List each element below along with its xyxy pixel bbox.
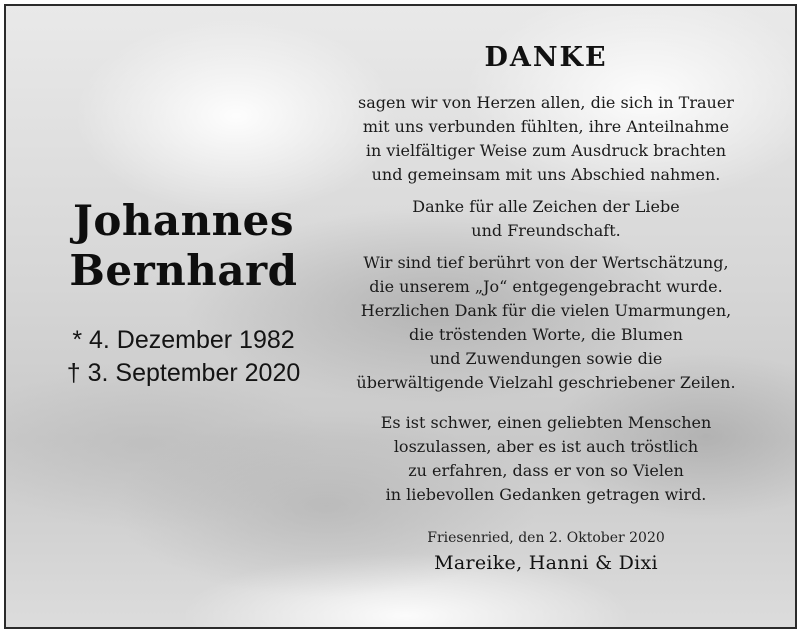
thanks-paragraph-1 [336,91,756,187]
birth-date: * 4. Dezember 1982 [72,326,295,354]
text-line: und gemeinsam mit uns Abschied nahmen. [371,165,721,184]
signers: Mareike, Hanni & Dixi [434,552,658,574]
text-line: die tröstenden Worte, die Blumen [409,325,683,344]
text-line: überwältigende Vielzahl geschriebener Zeilen. [356,373,736,392]
deceased-last-name: Bernhard [69,246,298,295]
deceased-block [46,196,321,390]
text-line: und Freundschaft. [471,221,621,240]
death-date: † 3. September 2020 [66,359,301,387]
thanks-paragraph-2 [336,195,756,243]
thanks-paragraph-4 [336,411,756,507]
thanks-paragraph-3 [336,251,756,395]
text-line: Wir sind tief berührt von der Wertschätzung, [363,253,729,272]
place-and-date: Friesenried, den 2. Oktober 2020 [427,530,665,546]
text-line: und Zuwendungen sowie die [429,349,663,368]
text-line: in vielfältiger Weise zum Ausdruck brachten [365,141,727,160]
text-line: Es ist schwer, einen geliebten Menschen [380,413,712,432]
text-line: loszulassen, aber es ist auch tröstlich [393,437,699,456]
text-line: Danke für alle Zeichen der Liebe [412,197,680,216]
text-line: in liebevollen Gedanken getragen wird. [385,485,707,504]
text-line: mit uns verbunden fühlten, ihre Anteilnahme [362,117,730,136]
text-line: Herzlichen Dank für die vielen Umarmungen, [360,301,732,320]
obituary-card [4,4,797,629]
text-line: die unserem „Jo“ entgegengebracht wurde. [369,277,723,296]
thanks-block [336,42,756,577]
thanks-heading: DANKE [484,42,608,73]
deceased-first-name: Johannes [72,196,295,245]
text-line: zu erfahren, dass er von so Vielen [408,461,684,480]
text-line: sagen wir von Herzen allen, die sich in Trauer [358,93,734,112]
life-dates [46,324,321,390]
